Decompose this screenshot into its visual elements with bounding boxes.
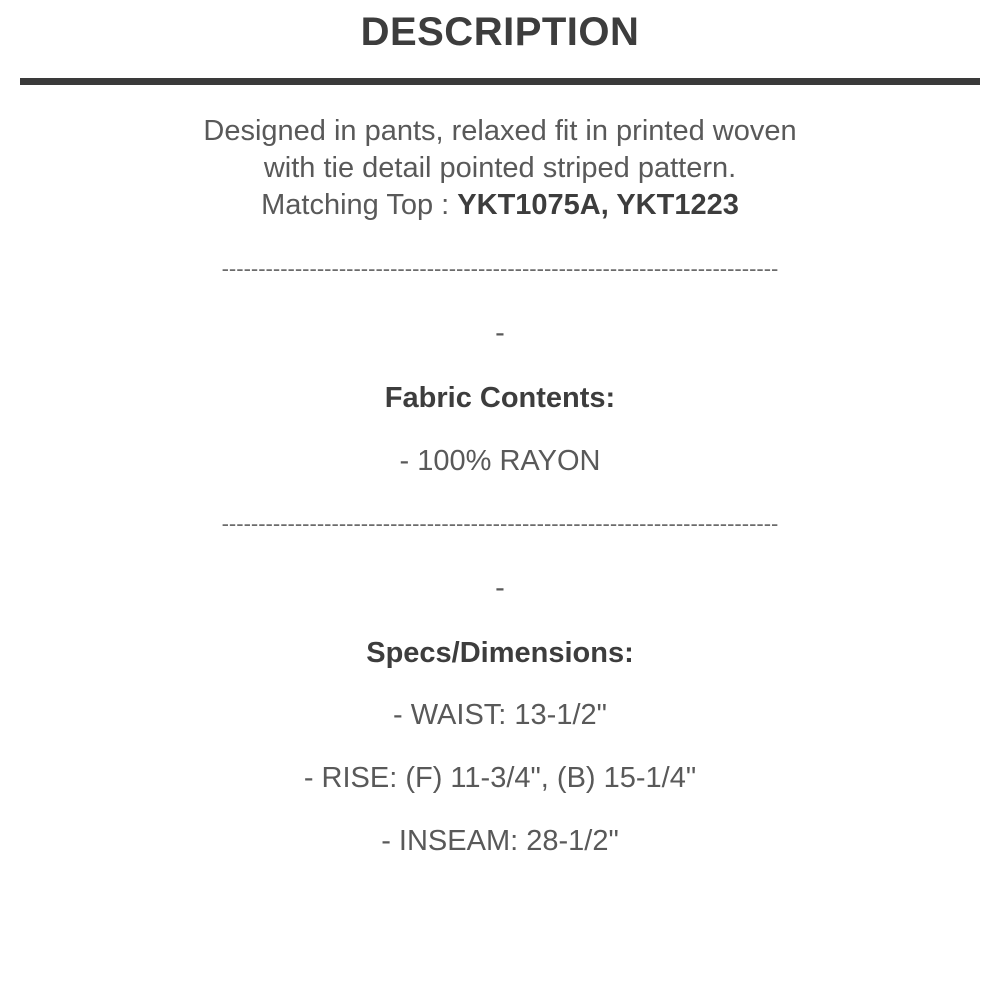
specs-dimensions-heading: Specs/Dimensions:: [366, 636, 634, 669]
matching-top-label: Matching Top :: [261, 189, 458, 222]
dashed-separator-2: ----------------------------------------------------------------------------: [221, 512, 779, 535]
description-line-2: with tie detail pointed striped pattern.: [263, 152, 737, 185]
spec-item-rise: - RISE: (F) 11-3/4", (B) 15-1/4": [303, 762, 697, 795]
page-title: DESCRIPTION: [360, 10, 640, 54]
dashed-separator-1: ----------------------------------------------------------------------------: [221, 258, 779, 281]
fabric-dash-mark: -: [495, 317, 505, 350]
specs-dash-mark: -: [495, 571, 505, 604]
description-line-1: Designed in pants, relaxed fit in printed woven: [203, 115, 797, 147]
fabric-contents-heading: Fabric Contents:: [384, 382, 616, 415]
description-paragraph: [20, 113, 980, 224]
title-divider: [20, 78, 980, 85]
spec-item-inseam: - INSEAM: 28-1/2": [381, 824, 619, 857]
matching-top-line: [58, 187, 942, 224]
spec-item-waist: - WAIST: 13-1/2": [393, 699, 607, 732]
fabric-item: - 100% RAYON: [399, 444, 601, 477]
matching-top-value: YKT1075A, YKT1223: [457, 189, 739, 222]
